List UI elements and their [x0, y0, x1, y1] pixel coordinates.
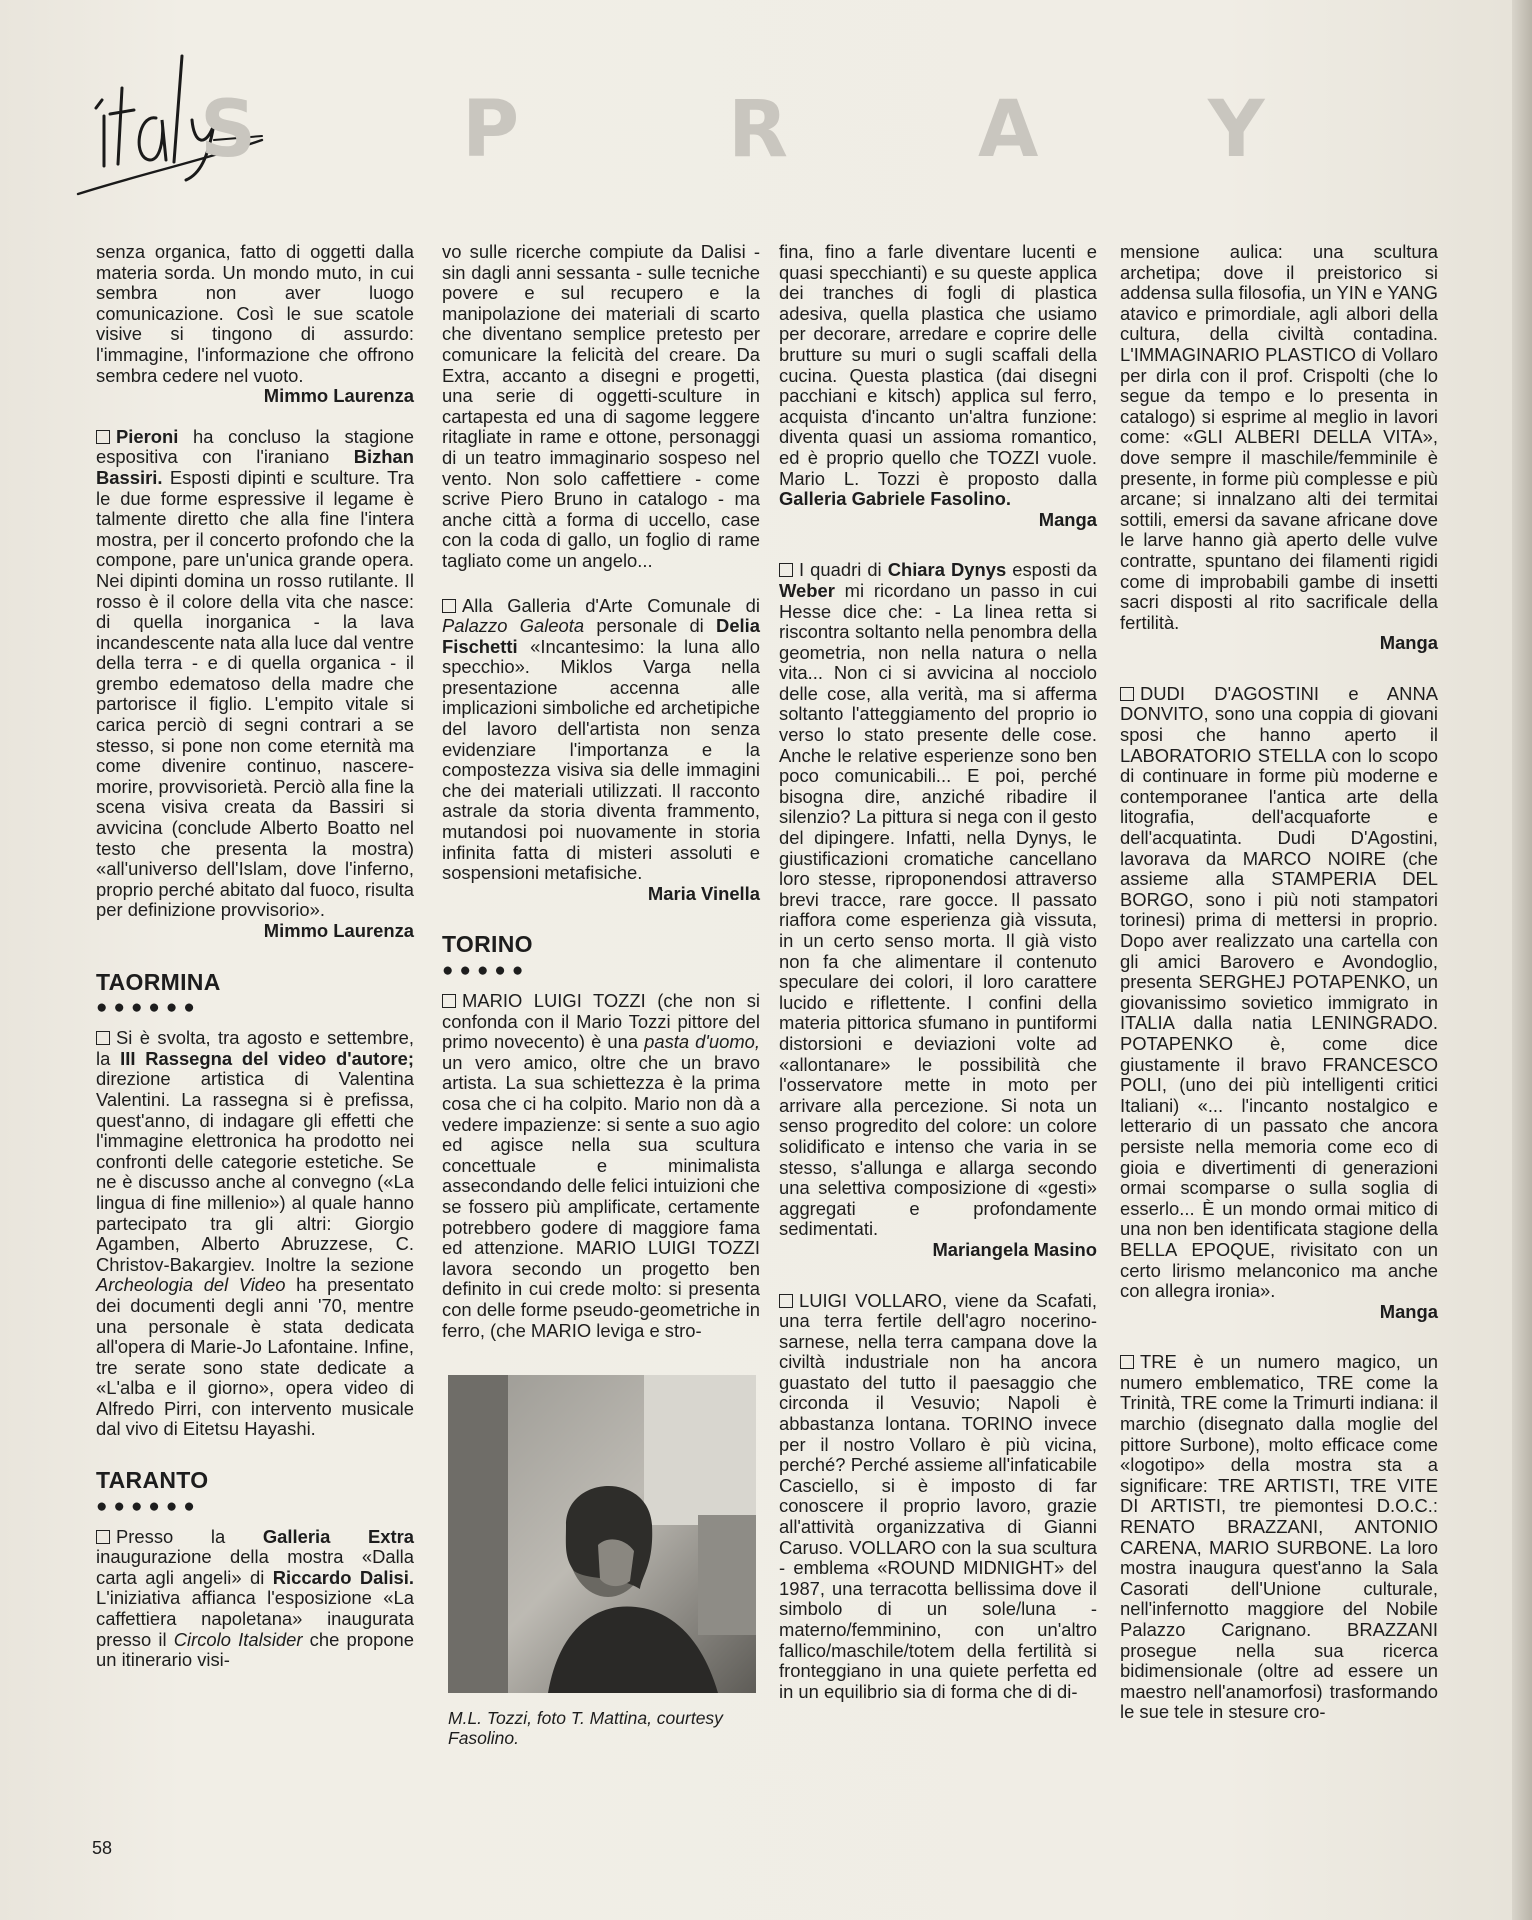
- column-1: [96, 242, 414, 1671]
- section-dots: ●●●●●: [442, 960, 530, 981]
- article-text: LUIGI VOLLARO, viene da Scafati, una terra fertile dell'agro nocerino-sarnese, nella terra campana dove la civiltà industriale non ha ancora guastato del tutto il paesaggio che circonda il Vesuvio; Napoli è abbastanza lontana. TORINO invece per il nostro Vollaro è più vicina, perché? Perché assieme all'infaticabile Casciello, si è imposto di far conoscere il proprio lavoro, grazie all'attività organizzativa di Gianni Caruso. VOLLARO con la sua scultura - emblema «ROUND MIDNIGHT» del 1987, una terracotta bellissima dove il simbolo di un sole/luna - materno/femminino, con un'altro fallico/maschile/totem della fertilità si fronteggiano in una quiete perfetta ed in un equilibrio sia di forma che di di-: [779, 1289, 1097, 1702]
- checkbox-bullet-icon: [96, 1530, 110, 1544]
- author-signature: Manga: [1379, 1300, 1438, 1322]
- author-signature: Mimmo Laurenza: [263, 385, 414, 407]
- checkbox-bullet-icon: [1120, 687, 1134, 701]
- article-text: Alla Galleria d'Arte Comunale di Palazzo Galeota personale di Delia Fischetti «Incantesimo: la luna allo specchio». Miklos Varga nella presentazione accenna alle implicazioni simboliche ed archetipiche del lavoro dell'artista non senza evidenziare l'importanza e la compostezza visiva sia delle immagini che dei materiali utilizzati. Il racconto astrale da storia diventa frammento, mutandosi poi nuovamente in storia infinita fatta di misteri assoluti e sospensioni metafisiche.: [442, 594, 761, 884]
- section-dots: ●●●●●●: [96, 1495, 201, 1517]
- checkbox-bullet-icon: [96, 1031, 110, 1045]
- checkbox-bullet-icon: [442, 599, 456, 613]
- checkbox-bullet-icon: [96, 430, 110, 444]
- article-text: mensione aulica: una scultura archetipa; dove il preistorico si addensa sulla filosofia, un YIN e YANG atavico e primordiale, agli albori della cultura, della civiltà contadina. L'IMMAGINARIO PLASTICO di Vollaro per dirla con il prof. Crispolti (che lo segue da tempo e lo presenta in catalogo) si esprime al meglio in lavori come: «GLI ALBERI DELLA VITA», dove sempre il maschile/femminile è presente, in forme più complesse e più arcane; si innalzano alti dei termitai sottili, emersi da savane africane dove le larve hanno già aperto delle vulve contratte, spuntano dei filamenti rigidi come di improbabili gambe di insetti sacri disposti al rito sacrificale della fertilità.: [1120, 241, 1438, 633]
- checkbox-bullet-icon: [779, 1294, 793, 1308]
- section-dots: ●●●●●●: [96, 997, 201, 1019]
- article-text: Si è svolta, tra agosto e settembre, la III Rassegna del video d'autore; direzione artistica di Valentina Valentini. La rassegna si è prefissa, quest'anno, di indagare gli effetti che l'immagine elettronica ha prodotto nei confronti delle categorie estetiche. Se ne è discusso anche al convegno («La lingua di fine millenio») al quale hanno partecipato tra gli altri: Giorgio Agamben, Alberto Abruzzese, C. Christov-Bakargiev. Inoltre la sezione Archeologia del Video ha presentato dei documenti degli anni '70, mentre una personale è stata dedicata all'opera di Marie-Jo Lafontaine. Infine, tre serate sono state dedicate a «L'alba e il giorno», opera video di Alfredo Pirri, con intervento musicale dal vivo di Eitetsu Hayashi.: [96, 1027, 414, 1440]
- section-heading: TORINO: [442, 931, 533, 958]
- author-signature: Mimmo Laurenza: [263, 920, 414, 941]
- section-heading: TARANTO: [96, 1467, 209, 1494]
- article-text: Presso la Galleria Extra inaugurazione della mostra «Dalla carta agli angeli» di Riccardo Dalisi. L'iniziativa affianca l'esposizione «La caffettiera napoletana» inaugurata presso il Circolo Italsider che propone un itinerario visi-: [96, 1525, 415, 1671]
- page-number: 58: [92, 1838, 113, 1858]
- checkbox-bullet-icon: [442, 994, 456, 1008]
- checkbox-bullet-icon: [1120, 1355, 1134, 1369]
- checkbox-bullet-icon: [779, 563, 793, 577]
- artist-photo: [448, 1375, 756, 1693]
- article-text: DUDI D'AGOSTINI e ANNA DONVITO, sono una coppia di giovani sposi che hanno aperto il LABORATORIO STELLA con lo scopo di continuare in forme più moderne e contemporanee l'antica arte della litografia, dell'acquaforte e dell'acquatinta. Dudi D'Agostini, lavorava da MARCO NOIRE (che assieme alla STAMPERIA DEL BORGO, sono i più noti stampatori torinesi) prima di mettersi in proprio. Dopo aver realizzato una cartella con gli amici Barovero e Avondoglio, presenta SERGHEJ POTAPENKO, un giovanissimo sovietico immigrato in ITALIA dalla natia LENINGRADO. POTAPENKO è, come dice giustamente il bravo FRANCESCO POLI, (uno dei più intelligenti critici Italiani) «... l'incanto nostalgico e letterario di un passato che ancora persiste nella memoria come eco di gioia e divertimenti di generazioni ormai scomparse o sulla soglia di esserlo... È un mondo ormai mitico di una non ben identificata stagione della BELLA EPOQUE, rivisitato con un certo lirismo melanconico ma anche con allegra ironia».: [1120, 682, 1438, 1302]
- author-signature: Manga: [1038, 508, 1097, 530]
- column-3: [779, 242, 1097, 1702]
- spray-letter: Y: [1208, 85, 1267, 175]
- spray-header: [200, 85, 1280, 185]
- spray-letter: P: [462, 85, 522, 175]
- photo-caption: M.L. Tozzi, foto T. Mattina, courtesy Fasolino.: [448, 1707, 723, 1748]
- article-text: I quadri di Chiara Dynys esposti da Weber mi ricordano un passo in cui Hesse dice che: - La linea retta si riscontra soltanto nella penombra della geometria, non nella natura o nella vita... Non ci si avvicina al nocciolo delle cose, alla verità, ma si afferma soltanto l'atteggiamento del proprio io verso lo stato presente delle cose. Anche le relative esperienze sono ben poco comunicabili... E poi, perché bisogna dire, anziché ribadire il silenzio? La pittura si nega con il gesto del dipingere. Infatti, nella Dynys, le giustificazioni cromatiche cancellano loro stesse, riproponendosi attraverso brevi tracce, rare gocce. Il passato riaffora come esperienza già vissuta, in un certo senso morta. Il già visto non fa che alimentare il contenuto speculare dei colori, il loro carattere lucido e riflettente. I confini della materia pittorica sfumano in puntiformi distorsioni e deviazioni volte ad «allontanare» le possibilità che l'osservatore mette in moto per arrivare alla percezione. Si nota un senso progredito del colore: un colore solidificato e intenso che varia in se stesso, s'allunga e allarga secondo una selettiva composizione di «gesti» aggregati e profondamente sedimentati.: [779, 559, 1097, 1240]
- article-text: fina, fino a farle diventare lucenti e quasi specchianti) e su queste applica dei tranches di fogli di plastica adesiva, quella plastica che usiamo per decorare, arredare e coprire delle brutture su muri o sugli scaffali della cucina. Questa plastica (dai disegni pacchiani e kitsch) applica sul ferro, acquista d'incanto un'altra funzione: diventa quasi un assioma romantico, ed è proprio quello che TOZZI vuole. Mario L. Tozzi è proposto dalla Galleria Gabriele Fasolino.: [779, 241, 1097, 510]
- article-text: TRE è un numero magico, un numero emblematico, TRE come la Trinità, TRE come la Trimurti indiana: il marchio (disegnato dalla moglie del pittore Surbone), molto efficace come «logotipo» della mostra sta a significare: TRE ARTISTI, TRE VITE DI ARTISTI, tre piemontesi D.O.C.: RENATO BRAZZANI, ANTONIO CARENA, MARIO SURBONE. La loro mostra inaugura quest'anno la Sala Casorati dell'Unione culturale, nell'infernotto maggiore del Nobile Palazzo Carignano. BRAZZANI prosegue nella sua ricerca bidimensionale (oltre ad essere un maestro nell'anamorfosi) trasformando le sue tele in stesure cro-: [1120, 1351, 1438, 1723]
- author-signature: Mariangela Masino: [932, 1238, 1097, 1260]
- spray-letter: S: [200, 85, 259, 175]
- column-2: [442, 242, 760, 1748]
- article-text: MARIO LUIGI TOZZI (che non si confonda con il Mario Tozzi pittore del primo novecento) è una pasta d'uomo, un vero amico, oltre che un bravo artista. La sua schiettezza è la prima cosa che ci ha colpito. Mario non dà a vedere impazienze: si sente a suo agio ed agisce nella sua scultura concettuale e minimalista assecondando delle felici intuizioni che se fossero più amplificate, certamente potrebbero godere di maggiore fama ed attenzione. MARIO LUIGI TOZZI lavora secondo un progetto ben definito in cui crede molto: si presenta con delle forme pseudo-geometriche in ferro, (che MARIO leviga e stro-: [442, 990, 761, 1341]
- article-text: senza organica, fatto di oggetti dalla materia sorda. Un mondo muto, in cui sembra non aver luogo comunicazione. Così le sue scatole visive si tingono di assurdo: l'immagine, l'informazione che offrono sembra cedere nel vuoto.: [96, 241, 414, 386]
- article-text: Pieroni ha concluso la stagione espositiva con l'iraniano Bizhan Bassiri. Esposti dipinti e sculture. Tra le due forme espressive il legame è talmente diretto che alla fine l'intera mostra, per il concerto profondo che la compone, pare un'unica grande opera. Nei dipinti domina un rosso rutilante. Il rosso è il colore della vita che nasce: di quella inorganica - la lava incandescente nata alla luce dal ventre della terra - e di quella organica - il grembo edematoso della madre che partorisce il figlio. L'empito vitale si carica perciò di segni contrari a se stesso, si pone non come eternità ma come divenire continuo, nascere-morire, provvisorietà. Perciò alla fine la scena visiva creata da Bassiri si avvicina (conclude Alberto Boatto nel testo che presenta la mostra) «all'universo dell'Islam, dove l'inferno, proprio perché abitato dal fuoco, risulta per definizione provvisorio».: [96, 425, 414, 921]
- spray-letter: R: [728, 85, 791, 175]
- page-binding-edge: [1512, 0, 1532, 1920]
- article-text: vo sulle ricerche compiute da Dalisi - sin dagli anni sessanta - sulle tecniche povere e sul recupero e la manipolazione dei materiali di scarto che diventano semplice pretesto per comunicare la felicità del creare. Da Extra, accanto a disegni e progetti, una serie di oggetti-sculture in cartapesta ed una di sagome leggere ritagliate in rame e ottone, personaggi di un teatro immaginario sospeso nel vento. Non solo caffettiere - come scrive Piero Bruno in catalogo - ma anche città a forma di uccello, case con la coda di gallo, un foglio di rame tagliato come un angelo...: [442, 241, 760, 571]
- author-signature: Maria Vinella: [647, 882, 760, 904]
- spray-letter: A: [978, 85, 1041, 175]
- author-signature: Manga: [1379, 632, 1438, 654]
- section-heading: TAORMINA: [96, 968, 221, 995]
- column-4: [1120, 242, 1438, 1723]
